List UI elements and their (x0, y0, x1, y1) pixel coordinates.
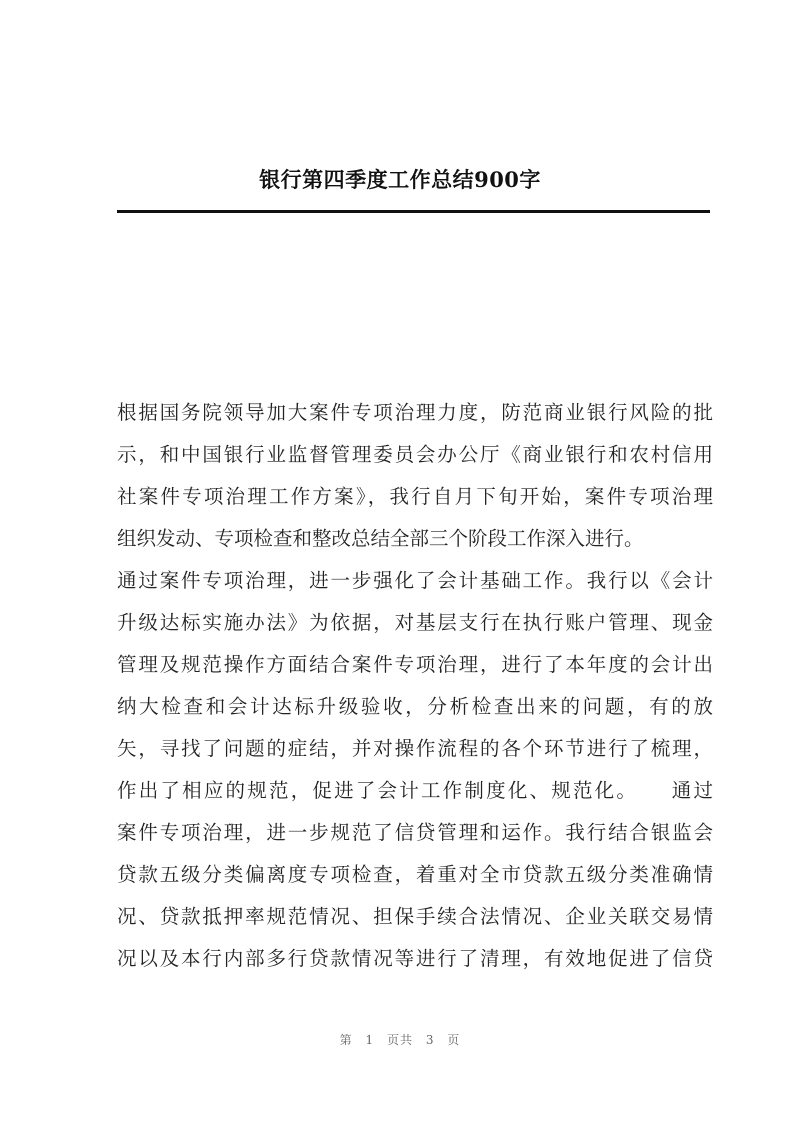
body-line: 社案件专项治理工作方案》，我行自月下旬开始，案件专项治理 (117, 485, 713, 508)
page-title: 银行第四季度工作总结900字 (259, 167, 541, 192)
body-line: 案件专项治理，进一步规范了信贷管理和运作。我行结合银监会 (117, 821, 713, 844)
body-line: 矢，寻找了问题的症结，并对操作流程的各个环节进行了梳理， (117, 737, 713, 760)
document-body (117, 392, 713, 980)
page-middle: 页共 (386, 1033, 413, 1047)
total-pages-number: 3 (425, 1033, 435, 1047)
body-line: 贷款五级分类偏离度专项检查，着重对全市贷款五级分类准确情 (117, 863, 713, 886)
body-line: 通过案件专项治理，进一步强化了会计基础工作。我行以《会计 (117, 569, 713, 592)
body-line: 况以及本行内部多行贷款情况等进行了清理，有效地促进了信贷 (117, 947, 713, 970)
body-line: 根据国务院领导加大案件专项治理力度，防范商业银行风险的批 (117, 401, 713, 424)
body-line: 管理及规范操作方面结合案件专项治理，进行了本年度的会计出 (117, 653, 713, 676)
body-line: 纳大检查和会计达标升级验收，分析检查出来的问题，有的放 (117, 695, 713, 718)
title-divider (117, 210, 710, 213)
body-line: 作出了相应的规范，促进了会计工作制度化、规范化。 通过 (117, 779, 713, 802)
page-prefix: 第 (339, 1033, 353, 1047)
body-line: 示，和中国银行业监督管理委员会办公厅《商业银行和农村信用 (117, 443, 713, 466)
current-page-number: 1 (365, 1033, 375, 1047)
body-line: 升级达标实施办法》为依据，对基层支行在执行账户管理、现金 (117, 611, 713, 634)
body-line: 况、贷款抵押率规范情况、担保手续合法情况、企业关联交易情 (117, 905, 713, 928)
page-suffix: 页 (447, 1033, 461, 1047)
page-footer (0, 1030, 800, 1050)
body-line: 组织发动、专项检查和整改总结全部三个阶段工作深入进行。 (117, 527, 644, 550)
